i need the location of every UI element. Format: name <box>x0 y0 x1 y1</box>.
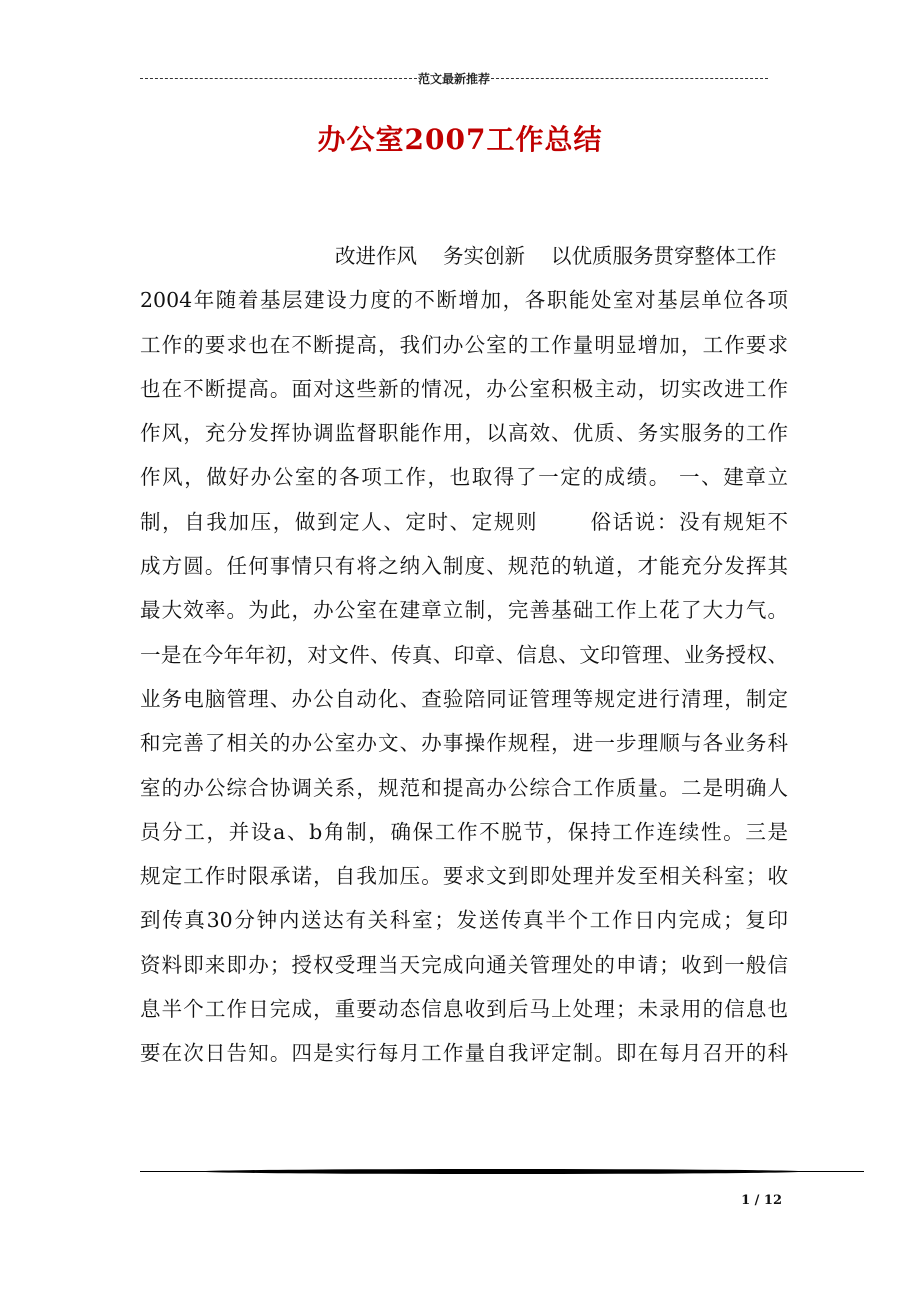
body-line: 工作的要求也在不断提高，我们办公室的工作量明显增加，工作要求 <box>140 332 788 357</box>
footer-rule <box>140 1169 864 1174</box>
document-title: 办公室2007工作总结 <box>317 123 603 156</box>
body-line: 规定工作时限承诺，自我加压。要求文到即处理并发至相关科室；收 <box>140 864 788 889</box>
body-line: 要在次日告知。四是实行每月工作量自我评定制。即在每月召开的科 <box>140 1041 788 1066</box>
body-line: 一是在今年年初，对文件、传真、印章、信息、文印管理、业务授权、 <box>140 642 788 667</box>
body-line: 也在不断提高。面对这些新的情况，办公室积极主动，切实改进工作 <box>140 376 788 401</box>
body-line: 2004年随着基层建设力度的不断增加，各职能处室对基层单位各项 <box>140 288 788 313</box>
document-body <box>140 234 788 1076</box>
subheading-part: 务实创新 <box>443 244 525 268</box>
body-line: 成方圆。任何事情只有将之纳入制度、规范的轨道，才能充分发挥其 <box>140 554 788 579</box>
body-line: 和完善了相关的办公室办文、办事操作规程，进一步理顺与各业务科 <box>140 731 788 756</box>
subheading-part: 改进作风 <box>335 244 417 268</box>
body-line: 最大效率。为此，办公室在建章立制，完善基础工作上花了大力气。 <box>140 598 788 623</box>
header-dash-left <box>140 78 417 79</box>
body-line: 息半个工作日完成，重要动态信息收到后马上处理；未录用的信息也 <box>140 997 788 1022</box>
page-header <box>140 68 768 88</box>
body-line: 员分工，并设a、b角制，确保工作不脱节，保持工作连续性。三是 <box>140 819 788 844</box>
body-line: 资料即来即办；授权受理当天完成向通关管理处的申请；收到一般信 <box>140 952 788 977</box>
body-line: 到传真30分钟内送达有关科室；发送传真半个工作日内完成；复印 <box>140 908 788 933</box>
body-line: 室的办公综合协调关系，规范和提高办公综合工作质量。二是明确人 <box>140 775 788 800</box>
footer-rule-thick <box>200 1169 804 1174</box>
page-number: 1 / 12 <box>741 1193 782 1208</box>
body-line: 制，自我加压，做到定人、定时、定规则 俗话说：没有规矩不 <box>140 509 788 534</box>
body-line: 作风，充分发挥协调监督职能作用，以高效、优质、务实服务的工作 <box>140 421 788 446</box>
subheading-part: 以优质服务贯穿整体工作 <box>551 244 777 268</box>
header-label: 范文最新推荐 <box>418 71 491 86</box>
body-line: 作风，做好办公室的各项工作，也取得了一定的成绩。 一、建章立 <box>140 465 788 490</box>
header-dash-right <box>491 78 768 79</box>
subheading-line <box>140 234 788 278</box>
body-line: 业务电脑管理、办公自动化、查验陪同证管理等规定进行清理，制定 <box>140 686 788 711</box>
